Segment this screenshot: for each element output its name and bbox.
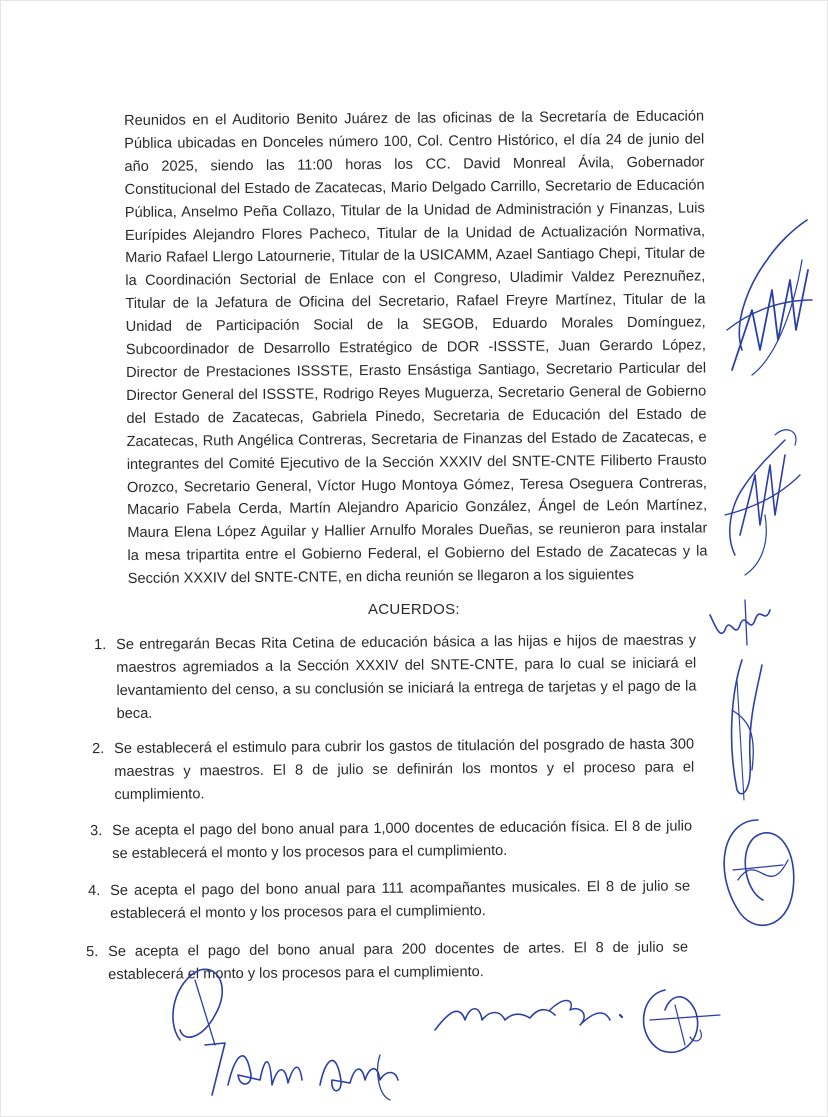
signature-bottom-left [200, 1025, 410, 1110]
agreements-heading: ACUERDOS: [368, 601, 460, 618]
signature-right-1 [712, 200, 822, 400]
agreement-number: 4. [88, 883, 101, 900]
agreement-number: 3. [90, 823, 103, 840]
agreement-number: 1. [94, 637, 107, 654]
signature-right-4 [712, 650, 782, 810]
agreement-number: 5. [86, 944, 99, 961]
signature-bottom-right [625, 975, 735, 1060]
signature-right-5 [708, 810, 808, 940]
agreement-item-3 [90, 815, 693, 865]
signature-bottom-center [430, 990, 630, 1045]
agreement-item-1 [94, 629, 697, 725]
agreement-text: Se acepta el pago del bono anual para 111 acompañantes musicales. El 8 de julio se establecerá el monto y los procesos para el cumplimiento. [110, 878, 691, 922]
agreement-text: Se establecerá el estimulo para cubrir los gastos de titulación del posgrado de hasta 300 maestras y maestros. El 8 de julio se definirán los montos y el proceso para el cumplimiento. [114, 736, 695, 803]
signature-right-3 [705, 595, 775, 655]
agreement-text: Se entregarán Becas Rita Cetina de educación básica a las hijas e hijos de maestras y maestros agremiados a la Sección XXXIV del SNTE-CNTE, para lo cual se iniciará el levantamiento del censo, a su conclusión se iniciará la entrega de tarjetas y el pago de la beca. [116, 632, 697, 722]
agreement-text: Se acepta el pago del bono anual para 1,000 docentes de educación física. El 8 de julio se establecerá el monto y los procesos para el cumplimiento. [112, 818, 693, 862]
signature-right-2 [715, 415, 815, 585]
agreement-item-4 [88, 875, 691, 925]
intro-paragraph: Reunidos en el Auditorio Benito Juárez de las oficinas de la Secretaría de Educación Pública ubicadas en Donceles número 100, Col. Centro Histórico, el día 24 de junio del año 2025, siendo las 11:00 horas los CC. David Monreal Ávila, Gobernador Constitucional del Estado de Zacatecas, Mario Delgado Carrillo, Secretario de Educación Pública, Anselmo Peña Collazo, Titular de la Unidad de Administración y Finanzas, Luis Eurípides Alejandro Flores Pacheco, Titular de la Unidad de Actualización Normativa, Mario Rafael Llergo Latournerie, Titular de la USICAMM, Azael Santiago Chepi, Titular de la Coordinación Sectorial de Enlace con el Congreso, Uladimir Valdez Pereznuñez, Titular de la Jefatura de Oficina del Secretario, Rafael Freyre Martínez, Titular de la Unidad de Participación Social de la SEGOB, Eduardo Morales Domínguez, Subcoordinador de Desarrollo Estratégico de DOR -ISSSTE, Juan Gerardo López, Director de Prestaciones ISSSTE, Erasto Ensástiga Santiago, Secretario Particular del Director General del ISSSTE, Rodrigo Reyes Muguerza, Secretario General de Gobierno del Estado de Zacatecas, Gabriela Pinedo, Secretaria de Educación del Estado de Zacatecas, Ruth Angélica Contreras, Secretaria de Finanzas del Estado de Zacatecas, e integrantes del Comité Ejecutivo de la Sección XXXIV del SNTE-CNTE Filiberto Frausto Orozco, Secretario General, Víctor Hugo Montoya Gómez, Teresa Oseguera Contreras, Macario Fabela Cerda, Martín Alejandro Aparicio González, Ángel de León Martínez, Maura Elena López Aguilar y Hallier Arnulfo Morales Dueñas, se reunieron para instalar la mesa tripartita entre el Gobierno Federal, el Gobierno del Estado de Zacatecas y la Sección XXXIV del SNTE-CNTE, en dicha reunión se llegaron a los siguientes [124, 108, 708, 588]
agreement-text: Se acepta el pago del bono anual para 200 docentes de artes. El 8 de julio se establecerá el monto y los procesos para el cumplimiento. [108, 939, 689, 983]
agreement-number: 2. [92, 741, 105, 758]
agreement-item-2 [92, 733, 695, 806]
